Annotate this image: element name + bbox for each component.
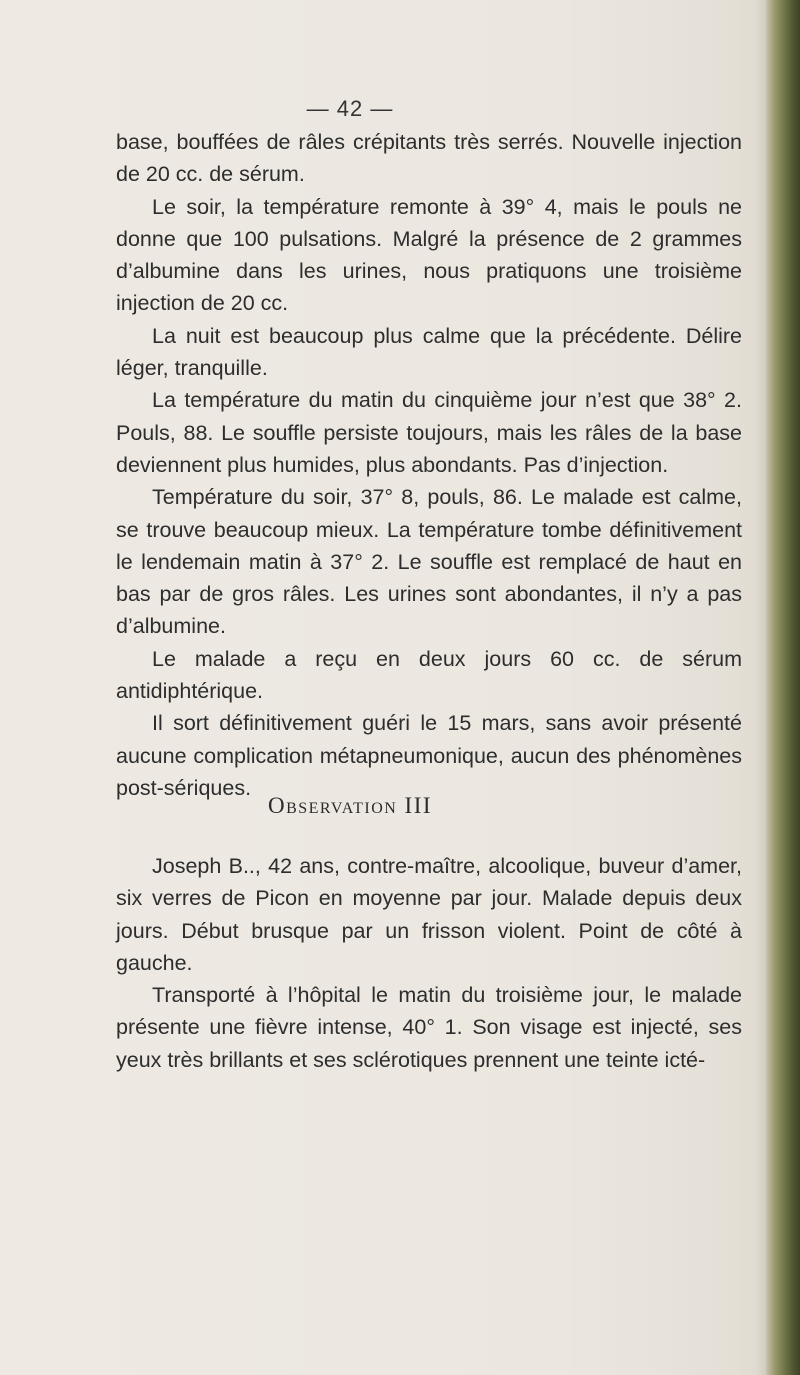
page-number: — 42 — <box>306 96 394 121</box>
text-block-2 <box>116 850 742 1076</box>
paragraph: Le malade a reçu en deux jours 60 cc. de sérum antidiphtérique. <box>116 646 742 704</box>
paragraph: Transporté à l’hôpital le matin du troisième jour, le malade présente une fièvre intense, 40° 1. Son visage est injecté, ses yeux très brillants et ses sclérotiques prennent une teinte icté- <box>116 983 742 1072</box>
paragraph: Joseph B.., 42 ans, contre-maître, alcoolique, buveur d’amer, six verres de Picon en moyenne par jour. Malade depuis deux jours. Début brusque par un frisson violent. Point de côté à gauche. <box>116 854 742 975</box>
text-block-1 <box>116 126 742 804</box>
observation-heading: Observation III <box>267 793 433 818</box>
paragraph: La nuit est beaucoup plus calme que la précédente. Délire léger, tranquille. <box>116 323 742 381</box>
page-edge-shadow <box>756 0 766 1375</box>
paragraph: Il sort définitivement guéri le 15 mars, sans avoir présenté aucune complication métapneumonique, aucun des phénomènes post-sériques. <box>116 711 742 800</box>
paragraph: Température du soir, 37° 8, pouls, 86. Le malade est calme, se trouve beaucoup mieux. La température tombe définitivement le lendemain matin à 37° 2. Le souffle est remplacé de haut en bas par de gros râles. Les urines sont abondantes, il n’y a pas d’albumine. <box>116 485 742 639</box>
paragraph: base, bouffées de râles crépitants très serrés. Nouvelle injection de 20 cc. de sérum. <box>116 130 742 187</box>
page-edge <box>766 0 800 1375</box>
paragraph: Le soir, la température remonte à 39° 4, mais le pouls ne donne que 100 pulsations. Malgré la présence de 2 grammes d’albumine dans les urines, nous pratiquons une troisième injection de 20 cc. <box>116 194 742 316</box>
paragraph: La température du matin du cinquième jour n’est que 38° 2. Pouls, 88. Le souffle persiste toujours, mais les râles de la base deviennent plus humides, plus abondants. Pas d’injection. <box>116 388 742 477</box>
